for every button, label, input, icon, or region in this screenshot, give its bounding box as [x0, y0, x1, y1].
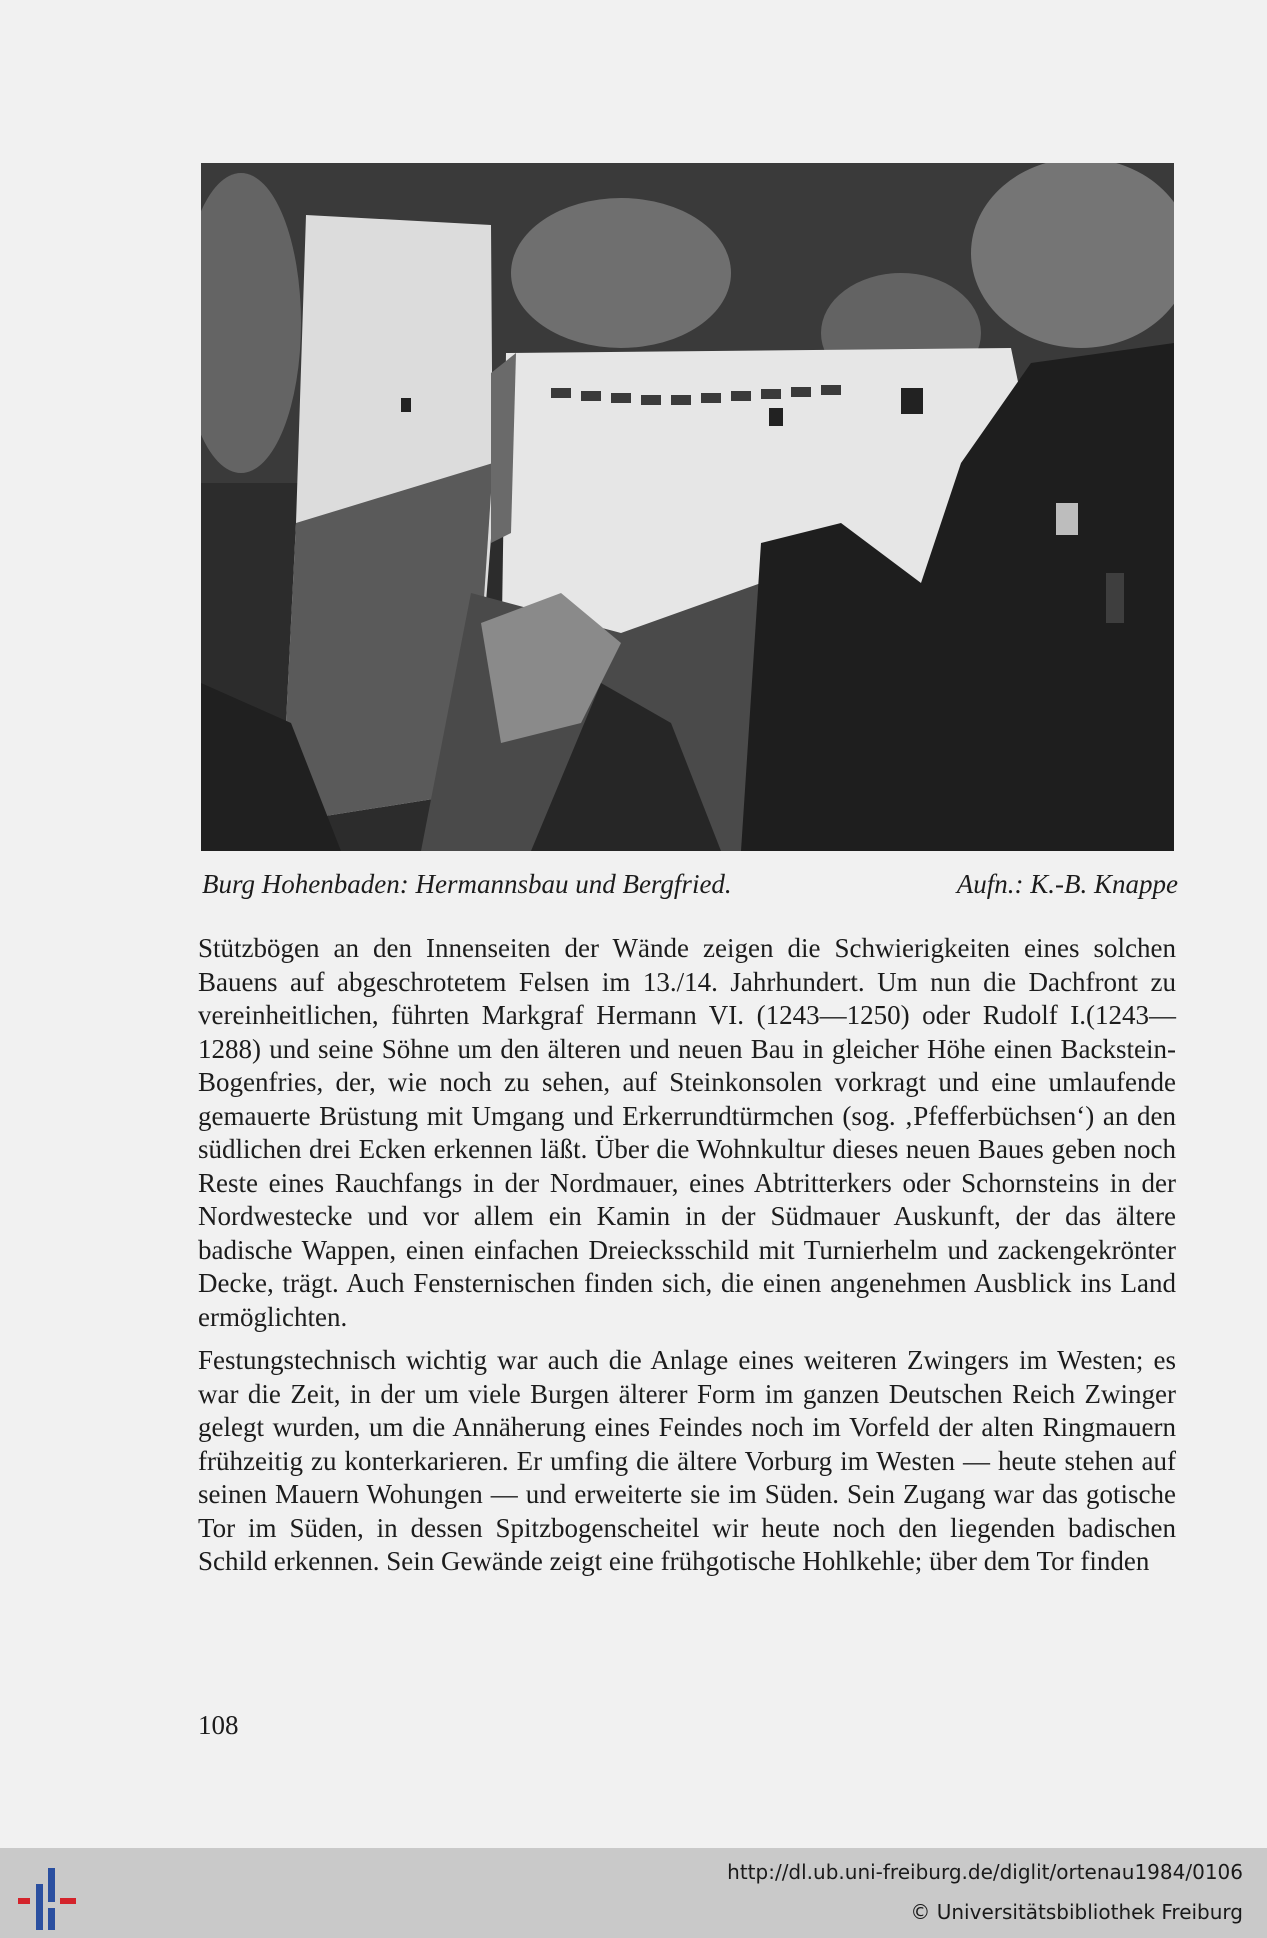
- copyright-notice: © Universitätsbibliothek Freiburg: [910, 1900, 1243, 1924]
- caption-credit: Aufn.: K.-B. Knappe: [956, 869, 1178, 899]
- ub-freiburg-logo-icon: [14, 1864, 84, 1934]
- paragraph: Stützbögen an den Innenseiten der Wände zeigen die Schwierigkeiten eines solchen Bauens auf abgeschrotetem Felsen im 13./14. Jahrhundert. Um nun die Dachfront zu vereinheitlichen, führten Markgraf Hermann VI. (1243—1250) oder Rudolf I.(1243—1288) und seine Söhne um den älteren und neuen Bau in gleicher Höhe einen Backstein- Bogenfries, der, wie noch zu sehen, auf Steinkonsolen vorkragt und eine umlaufende gemauerte Brüstung mit Umgang und Erkerrundtürmchen (sog. ‚Pfefferbüchsen‘) an den südlichen drei Ecken erkennen läßt. Über die Wohnkultur dieses neuen Baues geben noch Reste eines Rauchfangs in der Nordmauer, eines Abtritterkers oder Schornsteins in der Nordwestecke und vor allem ein Kamin in der Südmauer Auskunft, der das ältere badische Wappen, einen einfachen Dreiecksschild mit Turnierhelm und zackengekrönter Decke, trägt. Auch Fensternischen finden sich, die einen angenehmen Ausblick ins Land ermöglichten.: [198, 933, 1176, 1332]
- castle-photograph: [201, 163, 1174, 851]
- photo-caption: [201, 866, 1178, 902]
- footer-bar: [0, 1848, 1267, 1938]
- source-url-link[interactable]: http://dl.ub.uni-freiburg.de/diglit/ortenau1984/0106: [727, 1860, 1243, 1884]
- castle-photo-image: [201, 163, 1174, 851]
- page-number: 108: [198, 1710, 239, 1740]
- paragraph: Festungstechnisch wichtig war auch die Anlage eines weiteren Zwingers im Westen; es war die Zeit, in der um viele Burgen älterer Form im ganzen Deutschen Reich Zwinger gelegt wurden, um die Annäherung eines Feindes noch im Vorfeld der alten Ringmauern frühzeitig zu konterkarieren. Er umfing die ältere Vorburg im Westen — heute stehen auf seinen Mauern Wohungen — und erweiterte sie im Süden. Sein Zugang war das gotische Tor im Süden, in dessen Spitzbogenscheitel wir heute noch den liegenden badischen Schild erkennen. Sein Gewände zeigt eine frühgotische Hohlkehle; über dem Tor finden: [198, 1345, 1176, 1576]
- caption-title: Burg Hohenbaden: Hermannsbau und Bergfried.: [202, 869, 732, 899]
- body-text: [198, 932, 1176, 1589]
